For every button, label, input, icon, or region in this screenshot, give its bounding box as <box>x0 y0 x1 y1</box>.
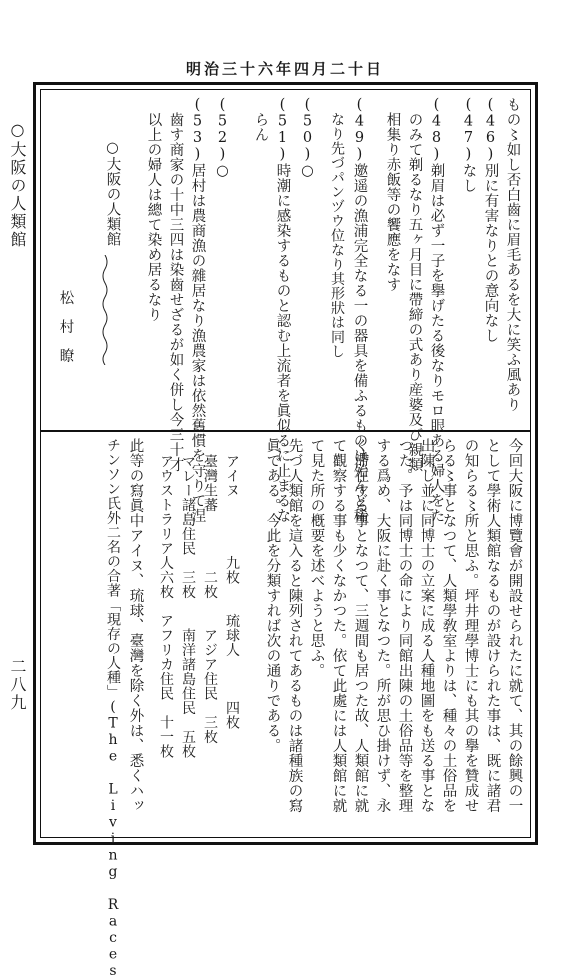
text-column: 眞である。今此を分類すれば次の通りである。 <box>264 438 281 753</box>
text-column: する爲め、大阪に赴く事となつた。所が思ひ掛けず、永 <box>374 438 391 813</box>
photo-count-row: 臺灣生蕃 二枚 アジア住民 三枚 <box>202 454 218 744</box>
text-column: もの〻如し否白齒に眉毛あるを大に笑ふ風あり <box>504 97 521 412</box>
text-column: 相集り赤飯等の饗應をなす <box>384 112 401 292</box>
text-column: 齒す商家の十中三四は染齒せざるが如く併し今三十才 <box>167 112 184 472</box>
text-column: て觀察する事も少くなかつた。依て此處には人類館に就 <box>330 438 347 813</box>
text-column: 今回大阪に博覽會が開設せられたに就て、其の餘興の一 <box>506 438 523 813</box>
text-column: 以上の婦人は總て染め居るなり <box>145 112 162 322</box>
text-column: チンソン氏外二名の合著「現存の人種」(The Living Races <box>105 438 121 980</box>
text-column: (48)剃眉は必ず一子を擧げたる後なりモロ眼ある婦人をた <box>428 97 445 523</box>
text-column: つた。予は同博士の命により同館出陳の土俗品等を整理 <box>396 438 413 813</box>
text-column: (51)時潮に感染するものと認む上流者を眞似るに止まるな <box>274 97 291 523</box>
page-number: 二八九 <box>8 658 27 712</box>
text-column: 先づ人類館を這入ると陳列されてあるものは諸種族の寫 <box>286 438 303 813</box>
photo-count-row: アウストラリア人六枚 アフリカ住民 十一枚 <box>158 454 174 759</box>
text-column: (52)○ <box>214 97 231 180</box>
text-column: 出陳し並に同博士の立案に成る人種地圖をも送る事とな <box>418 438 435 813</box>
text-column: らる〻事となつて、人類學敎室よりは、種々の土俗品を <box>440 438 457 813</box>
text-column: く滯在する事となつて、三週間も居つた故、人類館に就 <box>352 438 369 813</box>
page-header-date: 明治三十六年四月二十日 <box>185 60 384 78</box>
running-title: ○大阪の人類館 <box>8 120 27 249</box>
photo-count-row: マレー諸島住民 三枚 南洋諸島住民 五枚 <box>180 454 196 759</box>
text-column: として學術人類館なるものが設けられた事は、既に諸君 <box>484 438 501 813</box>
text-column: (50)○ <box>299 97 316 180</box>
text-column: (47)なし <box>460 97 477 193</box>
author-name: 松 村 瞭 <box>57 290 74 363</box>
text-column: の知らる〻所と思ふ。坪井理學博士にも其の擧を贊成せ <box>462 438 479 813</box>
text-column: なり先づパンヅウ位なり其形狀は同し <box>329 112 345 359</box>
text-column: て見た所の槪要を述べようと思ふ。 <box>308 438 325 678</box>
text-column: (53)居村は農商漁の雜居なり漁農家は依然舊慣を守りて涅 <box>189 97 206 523</box>
text-column: のみて剃るなり五ヶ月目に帶締の式あり産婆及び親類 <box>406 112 423 472</box>
text-column: (46)別に有害なりとの意向なし <box>482 97 499 343</box>
text-column: (49)邀遥の漁浦完全なる一の器具を備ふるものは殆んど稀 <box>351 97 368 523</box>
text-column: らん <box>252 112 269 142</box>
ornamental-rule <box>101 255 109 365</box>
photo-count-row: アイヌ 九枚 琉球人 四枚 <box>224 454 240 730</box>
article-title: ○大阪の人類館 <box>104 140 121 247</box>
text-column: 此等の寫眞中アイヌ、琉球、臺灣を除く外は、悉くハッ <box>127 438 144 813</box>
